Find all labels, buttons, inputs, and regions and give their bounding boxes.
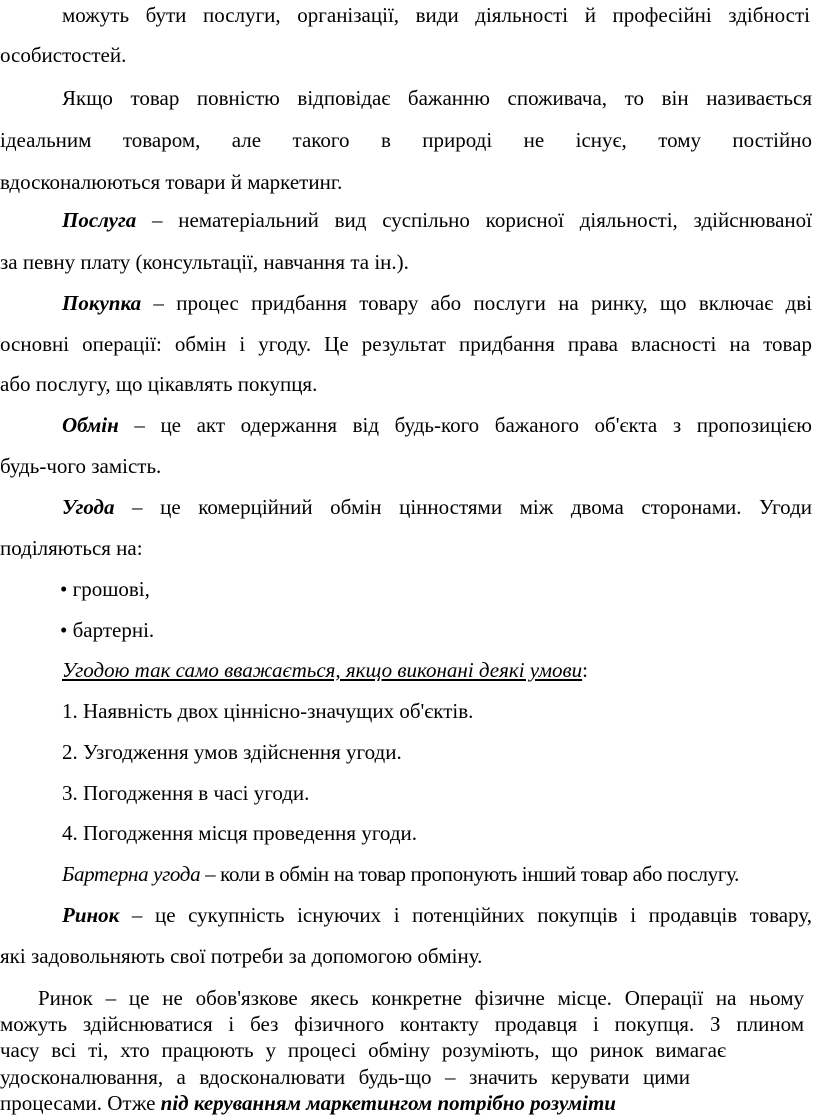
emphasis-text: під керуванням маркетингом потрібно розуміти (160, 1091, 616, 1115)
paragraph-line: або послугу, що цікавлять покупця. (0, 372, 318, 396)
definition-barter (0, 861, 816, 887)
definition-text: – процес придбання товару або послуги на ринку, що включає дві (141, 291, 812, 315)
paragraph-line: Якщо товар повністю відповідає бажанню споживача, то він називається (62, 86, 812, 110)
paragraph-line (0, 1090, 816, 1116)
definition-text: – нематеріальний вид суспільно корисної діяльності, здійснюваної (136, 208, 812, 232)
paragraph-line: можуть здійснюватися і без фізичного контакту продавця і покупця. З плином (0, 1012, 804, 1036)
paragraph-line: Ринок – це не обов'язкове якесь конкретне фізичне місце. Операції на ньому (38, 986, 804, 1010)
conditions-heading-text: Угодою так само вважається, якщо виконані деякі умови (62, 658, 583, 682)
term-service: Послуга (62, 208, 137, 232)
term-deal: Угода (62, 495, 115, 519)
definition-service (0, 207, 816, 233)
numbered-item: 4. Погодження місця проведення угоди. (62, 821, 417, 845)
term-market: Ринок (62, 903, 120, 927)
paragraph-line: вдосконалюються товари й маркетинг. (0, 170, 343, 194)
definition-exchange (0, 412, 816, 438)
numbered-item: 1. Наявність двох ціннісно-значущих об'єктів. (62, 699, 474, 723)
conditions-heading (0, 657, 816, 683)
paragraph-line: часу всі ті, хто працюють у процесі обміну розуміють, що ринок вимагає (0, 1038, 726, 1062)
paragraph-line: за певну плату (консультації, навчання та ін.). (0, 250, 409, 274)
paragraph-line: основні операції: обмін і угоду. Це результат придбання права власності на товар (0, 332, 812, 356)
numbered-item: 3. Погодження в часі угоди. (62, 781, 310, 805)
list-item: • грошові, (60, 577, 150, 601)
definition-deal (0, 494, 816, 520)
definition-market (0, 902, 816, 928)
paragraph-line: які задовольняють свої потреби за допомогою обміну. (0, 944, 483, 968)
definition-text: – коли в обмін на товар пропонують інший товар або послугу. (200, 862, 740, 886)
list-item: • бартерні. (60, 618, 155, 642)
term-barter: Бартерна угода (62, 862, 201, 886)
paragraph-line: особистостей. (0, 43, 127, 67)
paragraph-line: поділяються на: (0, 536, 143, 560)
paragraph-line: ідеальним товаром, але такого в природі не існує, тому постійно (0, 128, 812, 152)
paragraph-line: будь-чого замість. (0, 454, 162, 478)
paragraph-text: процесами. Отже (0, 1091, 161, 1115)
numbered-item: 2. Узгодження умов здійснення угоди. (62, 740, 402, 764)
definition-text: – це акт одержання від будь-кого бажаного об'єкта з пропозицією (118, 413, 812, 437)
definition-text: – це сукупність існуючих і потенційних покупців і продавців товару, (119, 903, 812, 927)
definition-purchase (0, 290, 816, 316)
term-exchange: Обмін (62, 413, 119, 437)
definition-text: – це комерційний обмін цінностями між двома сторонами. Угоди (114, 495, 812, 519)
conditions-colon: : (582, 658, 588, 682)
term-purchase: Покупка (62, 291, 142, 315)
paragraph-line: можуть бути послуги, організації, види діяльності й професійні здібності (62, 3, 810, 27)
paragraph-line: удосконалювання, а вдосконалювати будь-що – значить керувати цими (0, 1065, 690, 1089)
